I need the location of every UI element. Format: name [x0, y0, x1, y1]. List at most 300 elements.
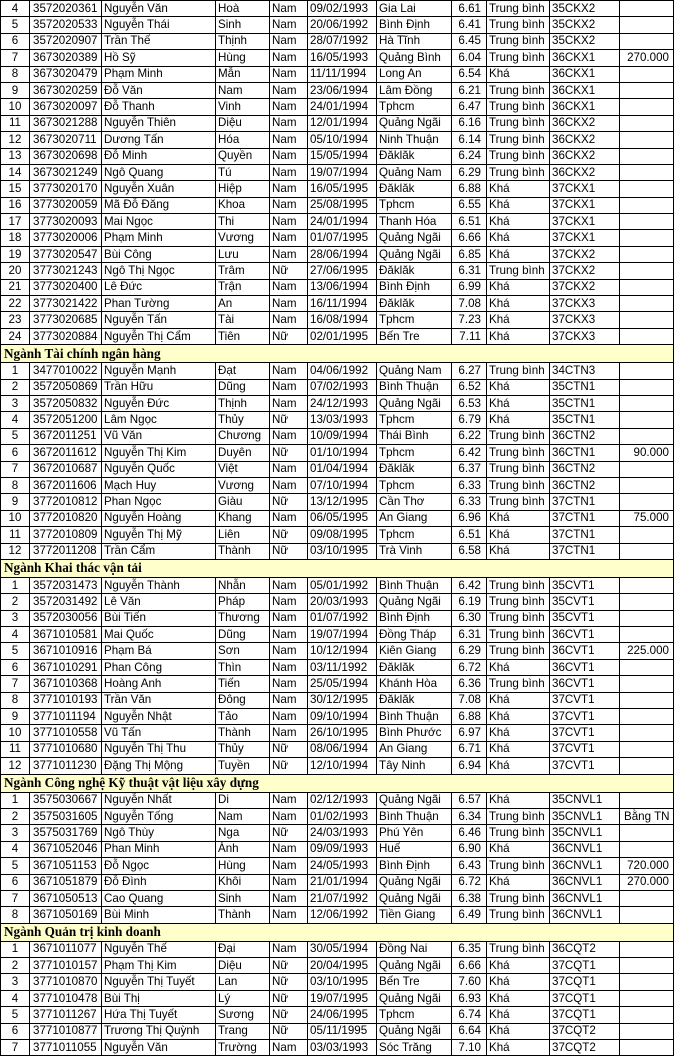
gender-cell: Nam [270, 676, 308, 692]
given-name-cell: Hóa [216, 132, 270, 148]
student-id-cell: 3773020093 [30, 214, 102, 230]
given-name-cell: Hiệp [216, 181, 270, 197]
birth-date-cell: 20/04/1995 [308, 958, 377, 974]
table-row [1, 230, 674, 246]
birth-place-cell: Quảng Ngãi [377, 115, 452, 131]
classification-cell: Khá [487, 709, 550, 725]
classification-cell: Trung bình [487, 941, 550, 957]
family-name-cell: Trần Thế [102, 33, 216, 49]
gender-cell: Nam [270, 395, 308, 411]
note-cell [620, 66, 674, 82]
gpa-cell: 7.10 [452, 1040, 487, 1056]
row-index-cell: 6 [1, 874, 30, 890]
birth-date-cell: 21/07/1992 [308, 890, 377, 906]
class-code-cell: 36CKX2 [550, 148, 620, 164]
class-code-cell: 37CKX2 [550, 263, 620, 279]
table-row [1, 907, 674, 923]
birth-date-cell: 12/01/1994 [308, 115, 377, 131]
gender-cell: Nam [270, 808, 308, 824]
birth-place-cell: Lâm Đồng [377, 82, 452, 98]
table-row [1, 428, 674, 444]
gpa-cell: 7.08 [452, 692, 487, 708]
row-index-cell: 12 [1, 758, 30, 774]
gender-cell: Nam [270, 279, 308, 295]
family-name-cell: Nguyễn Hoàng [102, 510, 216, 526]
gpa-cell: 6.36 [452, 676, 487, 692]
gpa-cell: 6.38 [452, 890, 487, 906]
class-code-cell: 35CKX2 [550, 17, 620, 33]
gpa-cell: 6.19 [452, 594, 487, 610]
classification-cell: Trung bình [487, 428, 550, 444]
gender-cell: Nam [270, 66, 308, 82]
classification-cell: Trung bình [487, 594, 550, 610]
birth-date-cell: 01/07/1995 [308, 230, 377, 246]
given-name-cell: Di [216, 792, 270, 808]
row-index-cell: 2 [1, 808, 30, 824]
student-id-cell: 3477010022 [30, 363, 102, 379]
gender-cell: Nữ [270, 328, 308, 344]
classification-cell: Trung bình [487, 610, 550, 626]
family-name-cell: Bùi Minh [102, 907, 216, 923]
student-id-cell: 3773020170 [30, 181, 102, 197]
family-name-cell: Nguyễn Thành [102, 577, 216, 593]
birth-place-cell: Đăklăk [377, 461, 452, 477]
classification-cell: Trung bình [487, 148, 550, 164]
given-name-cell: Thủy [216, 412, 270, 428]
family-name-cell: Đỗ Ngọc [102, 858, 216, 874]
birth-place-cell: Quảng Ngãi [377, 230, 452, 246]
family-name-cell: Phan Ngọc [102, 494, 216, 510]
class-code-cell: 36CKX1 [550, 99, 620, 115]
note-cell [620, 825, 674, 841]
table-row [1, 792, 674, 808]
given-name-cell: Tảo [216, 709, 270, 725]
given-name-cell: Pháp [216, 594, 270, 610]
student-id-cell: 3771010193 [30, 692, 102, 708]
gpa-cell: 6.33 [452, 477, 487, 493]
row-index-cell: 3 [1, 825, 30, 841]
section-title: Ngành Khai thác vận tải [1, 559, 674, 577]
gpa-cell: 6.55 [452, 197, 487, 213]
row-index-cell: 5 [1, 1007, 30, 1023]
table-row [1, 825, 674, 841]
class-code-cell: 37CKX1 [550, 181, 620, 197]
table-row [1, 494, 674, 510]
note-cell [620, 230, 674, 246]
note-cell [620, 627, 674, 643]
note-cell: Bằng TN [620, 808, 674, 824]
birth-place-cell: Huế [377, 841, 452, 857]
note-cell [620, 841, 674, 857]
row-index-cell: 10 [1, 510, 30, 526]
gender-cell: Nam [270, 428, 308, 444]
classification-cell: Trung bình [487, 99, 550, 115]
class-code-cell: 37CVT1 [550, 758, 620, 774]
class-code-cell: 35CKX2 [550, 1, 620, 17]
row-index-cell: 16 [1, 197, 30, 213]
birth-date-cell: 25/08/1995 [308, 197, 377, 213]
birth-place-cell: Phú Yên [377, 825, 452, 841]
classification-cell: Khá [487, 181, 550, 197]
classification-cell: Trung bình [487, 494, 550, 510]
family-name-cell: Trần Hữu [102, 379, 216, 395]
class-code-cell: 36CNVL1 [550, 907, 620, 923]
table-row [1, 594, 674, 610]
family-name-cell: Phan Minh [102, 841, 216, 857]
classification-cell: Trung bình [487, 907, 550, 923]
row-index-cell: 6 [1, 445, 30, 461]
birth-date-cell: 30/12/1995 [308, 692, 377, 708]
row-index-cell: 6 [1, 33, 30, 49]
table-row [1, 659, 674, 675]
given-name-cell: Tiên [216, 328, 270, 344]
class-code-cell: 37CKX3 [550, 312, 620, 328]
row-index-cell: 4 [1, 841, 30, 857]
row-index-cell: 4 [1, 627, 30, 643]
note-cell [620, 958, 674, 974]
student-id-cell: 3671010581 [30, 627, 102, 643]
student-id-cell: 3672010687 [30, 461, 102, 477]
note-cell [620, 594, 674, 610]
given-name-cell: Tuyền [216, 758, 270, 774]
gender-cell: Nữ [270, 1023, 308, 1039]
class-code-cell: 36CKX2 [550, 115, 620, 131]
family-name-cell: Mã Đỗ Đăng [102, 197, 216, 213]
student-id-cell: 3772011208 [30, 543, 102, 559]
birth-place-cell: Tây Ninh [377, 758, 452, 774]
class-code-cell: 35CVT1 [550, 610, 620, 626]
note-cell [620, 941, 674, 957]
note-cell [620, 907, 674, 923]
birth-place-cell: Quảng Ngãi [377, 958, 452, 974]
classification-cell: Trung bình [487, 82, 550, 98]
row-index-cell: 5 [1, 428, 30, 444]
note-cell: 270.000 [620, 874, 674, 890]
student-id-cell: 3772010812 [30, 494, 102, 510]
gender-cell: Nam [270, 214, 308, 230]
classification-cell: Trung bình [487, 164, 550, 180]
gpa-cell: 6.66 [452, 958, 487, 974]
student-id-cell: 3572030056 [30, 610, 102, 626]
gender-cell: Nam [270, 594, 308, 610]
classification-cell: Trung bình [487, 627, 550, 643]
note-cell: 270.000 [620, 50, 674, 66]
birth-place-cell: Đăklăk [377, 296, 452, 312]
family-name-cell: Đỗ Minh [102, 148, 216, 164]
note-cell [620, 1007, 674, 1023]
gpa-cell: 6.31 [452, 627, 487, 643]
table-row [1, 741, 674, 757]
given-name-cell: Dũng [216, 627, 270, 643]
gpa-cell: 6.04 [452, 50, 487, 66]
note-cell [620, 758, 674, 774]
note-cell [620, 676, 674, 692]
class-code-cell: 37CKX3 [550, 296, 620, 312]
gpa-cell: 6.22 [452, 428, 487, 444]
note-cell [620, 115, 674, 131]
table-row [1, 328, 674, 344]
gender-cell: Nam [270, 792, 308, 808]
row-index-cell: 4 [1, 412, 30, 428]
given-name-cell: Sương [216, 1007, 270, 1023]
note-cell [620, 99, 674, 115]
birth-place-cell: Trà Vinh [377, 543, 452, 559]
class-code-cell: 36CNVL1 [550, 858, 620, 874]
section-header [1, 345, 674, 363]
birth-date-cell: 12/06/1992 [308, 907, 377, 923]
given-name-cell: Nam [216, 808, 270, 824]
table-row [1, 296, 674, 312]
row-index-cell: 6 [1, 1023, 30, 1039]
row-index-cell: 9 [1, 82, 30, 98]
student-id-cell: 3771011267 [30, 1007, 102, 1023]
row-index-cell: 21 [1, 279, 30, 295]
family-name-cell: Dương Tấn [102, 132, 216, 148]
gpa-cell: 7.23 [452, 312, 487, 328]
note-cell [620, 197, 674, 213]
given-name-cell: Liên [216, 527, 270, 543]
birth-date-cell: 03/10/1995 [308, 974, 377, 990]
family-name-cell: Lê Đức [102, 279, 216, 295]
family-name-cell: Nguyễn Thái [102, 17, 216, 33]
gender-cell: Nam [270, 312, 308, 328]
birth-date-cell: 05/11/1995 [308, 1023, 377, 1039]
row-index-cell: 19 [1, 246, 30, 262]
note-cell [620, 328, 674, 344]
given-name-cell: Tài [216, 312, 270, 328]
classification-cell: Trung bình [487, 643, 550, 659]
birth-place-cell: Quảng Ngãi [377, 990, 452, 1006]
row-index-cell: 3 [1, 395, 30, 411]
student-id-cell: 3673020711 [30, 132, 102, 148]
gpa-cell: 6.72 [452, 874, 487, 890]
table-row [1, 610, 674, 626]
classification-cell: Trung bình [487, 115, 550, 131]
classification-cell: Khá [487, 279, 550, 295]
gpa-cell: 6.31 [452, 263, 487, 279]
birth-date-cell: 19/07/1994 [308, 164, 377, 180]
gpa-cell: 6.47 [452, 99, 487, 115]
birth-place-cell: Bình Định [377, 610, 452, 626]
gpa-cell: 6.94 [452, 758, 487, 774]
family-name-cell: Bùi Tiến [102, 610, 216, 626]
birth-date-cell: 03/11/1992 [308, 659, 377, 675]
student-id-cell: 3771010157 [30, 958, 102, 974]
birth-date-cell: 09/10/1994 [308, 709, 377, 725]
birth-date-cell: 06/05/1995 [308, 510, 377, 526]
table-row [1, 197, 674, 213]
birth-date-cell: 23/06/1994 [308, 82, 377, 98]
gpa-cell: 6.79 [452, 412, 487, 428]
gpa-cell: 6.29 [452, 164, 487, 180]
note-cell [620, 181, 674, 197]
family-name-cell: Ngô Thùy [102, 825, 216, 841]
birth-date-cell: 28/07/1992 [308, 33, 377, 49]
birth-place-cell: Tphcm [377, 312, 452, 328]
gpa-cell: 6.64 [452, 1023, 487, 1039]
classification-cell: Trung bình [487, 363, 550, 379]
family-name-cell: Trương Thị Quỳnh [102, 1023, 216, 1039]
row-index-cell: 3 [1, 974, 30, 990]
student-id-cell: 3575031605 [30, 808, 102, 824]
table-row [1, 17, 674, 33]
given-name-cell: Lan [216, 974, 270, 990]
row-index-cell: 14 [1, 164, 30, 180]
birth-date-cell: 05/01/1992 [308, 577, 377, 593]
class-code-cell: 35CVT1 [550, 577, 620, 593]
class-code-cell: 35CNVL1 [550, 808, 620, 824]
birth-place-cell: Ninh Thuận [377, 132, 452, 148]
classification-cell: Khá [487, 725, 550, 741]
gender-cell: Nữ [270, 412, 308, 428]
row-index-cell: 7 [1, 50, 30, 66]
row-index-cell: 5 [1, 643, 30, 659]
birth-date-cell: 04/06/1992 [308, 363, 377, 379]
class-code-cell: 36CQT2 [550, 941, 620, 957]
gender-cell: Nam [270, 858, 308, 874]
birth-date-cell: 24/01/1994 [308, 214, 377, 230]
birth-date-cell: 19/07/1994 [308, 627, 377, 643]
family-name-cell: Lâm Ngọc [102, 412, 216, 428]
table-row [1, 941, 674, 957]
note-cell [620, 17, 674, 33]
class-code-cell: 34CTN3 [550, 363, 620, 379]
note-cell [620, 610, 674, 626]
birth-place-cell: Quảng Bình [377, 50, 452, 66]
gpa-cell: 6.51 [452, 527, 487, 543]
classification-cell: Trung bình [487, 577, 550, 593]
family-name-cell: Vũ Văn [102, 428, 216, 444]
class-code-cell: 35CTN1 [550, 395, 620, 411]
student-id-cell: 3673020698 [30, 148, 102, 164]
row-index-cell: 1 [1, 941, 30, 957]
note-cell [620, 974, 674, 990]
gender-cell: Nam [270, 296, 308, 312]
gpa-cell: 6.74 [452, 1007, 487, 1023]
given-name-cell: Tú [216, 164, 270, 180]
class-code-cell: 36CKX1 [550, 66, 620, 82]
note-cell [620, 428, 674, 444]
family-name-cell: Mai Quốc [102, 627, 216, 643]
row-index-cell: 1 [1, 577, 30, 593]
birth-place-cell: Bình Thuận [377, 379, 452, 395]
family-name-cell: Mạch Huy [102, 477, 216, 493]
birth-date-cell: 24/06/1995 [308, 1007, 377, 1023]
table-row [1, 874, 674, 890]
birth-place-cell: Bình Thuận [377, 577, 452, 593]
birth-place-cell: Đăklăk [377, 692, 452, 708]
row-index-cell: 2 [1, 594, 30, 610]
class-code-cell: 36CNVL1 [550, 874, 620, 890]
student-id-cell: 3671010368 [30, 676, 102, 692]
family-name-cell: Phạm Bá [102, 643, 216, 659]
given-name-cell: Hùng [216, 50, 270, 66]
student-id-cell: 3572031492 [30, 594, 102, 610]
gpa-cell: 6.45 [452, 33, 487, 49]
student-id-cell: 3572020533 [30, 17, 102, 33]
classification-cell: Trung bình [487, 1, 550, 17]
given-name-cell: Vương [216, 477, 270, 493]
birth-date-cell: 15/05/1994 [308, 148, 377, 164]
birth-place-cell: Bình Thuận [377, 808, 452, 824]
student-id-cell: 3671052046 [30, 841, 102, 857]
row-index-cell: 23 [1, 312, 30, 328]
birth-date-cell: 07/10/1994 [308, 477, 377, 493]
classification-cell: Trung bình [487, 858, 550, 874]
given-name-cell: Quyền [216, 148, 270, 164]
class-code-cell: 37CQT1 [550, 974, 620, 990]
given-name-cell: Nga [216, 825, 270, 841]
gender-cell: Nam [270, 461, 308, 477]
student-id-cell: 3773020547 [30, 246, 102, 262]
classification-cell: Khá [487, 974, 550, 990]
row-index-cell: 11 [1, 115, 30, 131]
given-name-cell: Thành [216, 907, 270, 923]
family-name-cell: Nguyễn Nhất [102, 792, 216, 808]
birth-date-cell: 16/05/1995 [308, 181, 377, 197]
student-id-cell: 3672011612 [30, 445, 102, 461]
student-id-cell: 3773021243 [30, 263, 102, 279]
birth-place-cell: Bình Định [377, 279, 452, 295]
birth-date-cell: 16/05/1993 [308, 50, 377, 66]
birth-date-cell: 12/10/1994 [308, 758, 377, 774]
family-name-cell: Lê Văn [102, 594, 216, 610]
birth-date-cell: 20/03/1993 [308, 594, 377, 610]
family-name-cell: Nguyễn Thế [102, 941, 216, 957]
birth-place-cell: Tphcm [377, 445, 452, 461]
class-code-cell: 36CKX1 [550, 82, 620, 98]
table-row [1, 214, 674, 230]
note-cell [620, 1040, 674, 1056]
student-id-cell: 3673020389 [30, 50, 102, 66]
gender-cell: Nam [270, 50, 308, 66]
row-index-cell: 3 [1, 610, 30, 626]
birth-date-cell: 09/09/1993 [308, 841, 377, 857]
note-cell: 225.000 [620, 643, 674, 659]
class-code-cell: 35CTN1 [550, 379, 620, 395]
given-name-cell: Lưu [216, 246, 270, 262]
birth-place-cell: Thái Bình [377, 428, 452, 444]
gpa-cell: 6.30 [452, 610, 487, 626]
family-name-cell: Phạm Thị Kim [102, 958, 216, 974]
gender-cell: Nam [270, 363, 308, 379]
note-cell [620, 214, 674, 230]
note-cell [620, 363, 674, 379]
note-cell [620, 246, 674, 262]
birth-place-cell: Kiên Giang [377, 643, 452, 659]
classification-cell: Khá [487, 379, 550, 395]
row-index-cell: 1 [1, 363, 30, 379]
class-code-cell: 36CVT1 [550, 627, 620, 643]
student-id-cell: 3572020361 [30, 1, 102, 17]
class-code-cell: 36CKX2 [550, 132, 620, 148]
given-name-cell: Thủy [216, 741, 270, 757]
family-name-cell: Nguyễn Mạnh [102, 363, 216, 379]
gender-cell: Nữ [270, 1007, 308, 1023]
row-index-cell: 8 [1, 477, 30, 493]
class-code-cell: 36CKX1 [550, 50, 620, 66]
gpa-cell: 6.93 [452, 990, 487, 1006]
given-name-cell: Khoa [216, 197, 270, 213]
table-row [1, 66, 674, 82]
row-index-cell: 11 [1, 741, 30, 757]
table-row [1, 725, 674, 741]
table-row [1, 263, 674, 279]
family-name-cell: Phan Công [102, 659, 216, 675]
class-code-cell: 37CTN1 [550, 494, 620, 510]
student-id-cell: 3673020097 [30, 99, 102, 115]
student-id-cell: 3671050513 [30, 890, 102, 906]
